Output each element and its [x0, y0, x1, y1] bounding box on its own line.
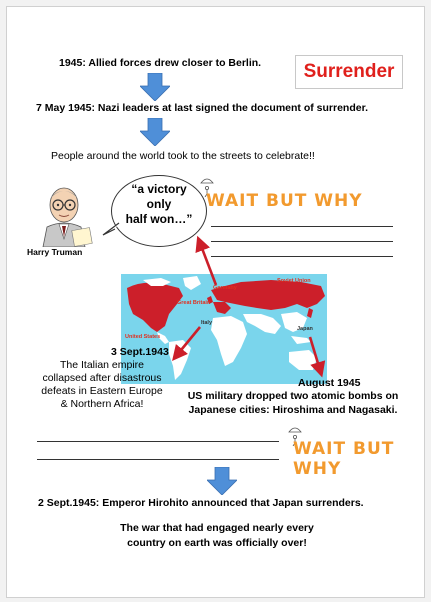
conclusion [67, 521, 367, 551]
timeline-step-berlin: 1945: Allied forces drew closer to Berlin. [59, 57, 262, 69]
quote-line-2: only [146, 197, 172, 211]
truman-portrait-image [33, 179, 95, 247]
bubble-tail [101, 221, 121, 237]
answer-line[interactable] [211, 256, 393, 257]
wait-but-why-logo: WAIT BUT WHY [293, 439, 395, 479]
map-label-united-states: United States [125, 334, 161, 340]
speaker-label: Harry Truman [27, 247, 83, 257]
timeline-step-celebrate: People around the world took to the streets to celebrate!! [51, 150, 315, 162]
italy-note: The Italian empire collapsed after disastrous defeats in Eastern Europe & Northern Africa! [41, 359, 163, 410]
hirohito-text: 2 Sept.1945: Emperor Hirohito announced that Japan surrenders. [38, 497, 364, 509]
surrender-badge: Surrender [295, 55, 403, 89]
down-arrow-icon [140, 118, 170, 146]
map-label-germany: Germany [213, 285, 237, 291]
map-label-japan: Japan [297, 326, 313, 332]
japan-note: US military dropped two atomic bombs on Japanese cities: Hiroshima and Nagasaki. [187, 390, 399, 416]
map-label-italy: Italy [201, 320, 213, 326]
map-label-great-britain: Great Britain [177, 300, 211, 306]
conclusion-line-2: country on earth was officially over! [127, 537, 307, 549]
worksheet-page [6, 6, 425, 598]
down-arrow-icon [207, 467, 237, 495]
answer-line[interactable] [37, 441, 279, 442]
timeline-step-nazi-surrender: 7 May 1945: Nazi leaders at last signed the document of surrender. [36, 102, 369, 114]
japan-date: August 1945 [298, 377, 361, 389]
italy-date: 3 Sept.1943 [111, 346, 169, 358]
quote-line-1: “a victory [131, 182, 187, 196]
conclusion-line-1: The war that had engaged nearly every [120, 522, 314, 534]
answer-line[interactable] [211, 241, 393, 242]
answer-line[interactable] [37, 459, 279, 460]
timeline-step-hirohito [38, 497, 364, 509]
down-arrow-icon [140, 73, 170, 101]
quote-speech-bubble [111, 175, 207, 247]
quote-line-3: half won…” [125, 212, 193, 226]
map-label-soviet-union: Soviet Union [277, 278, 311, 284]
answer-line[interactable] [211, 226, 393, 227]
wait-but-why-logo: WAIT BUT WHY [206, 191, 363, 211]
